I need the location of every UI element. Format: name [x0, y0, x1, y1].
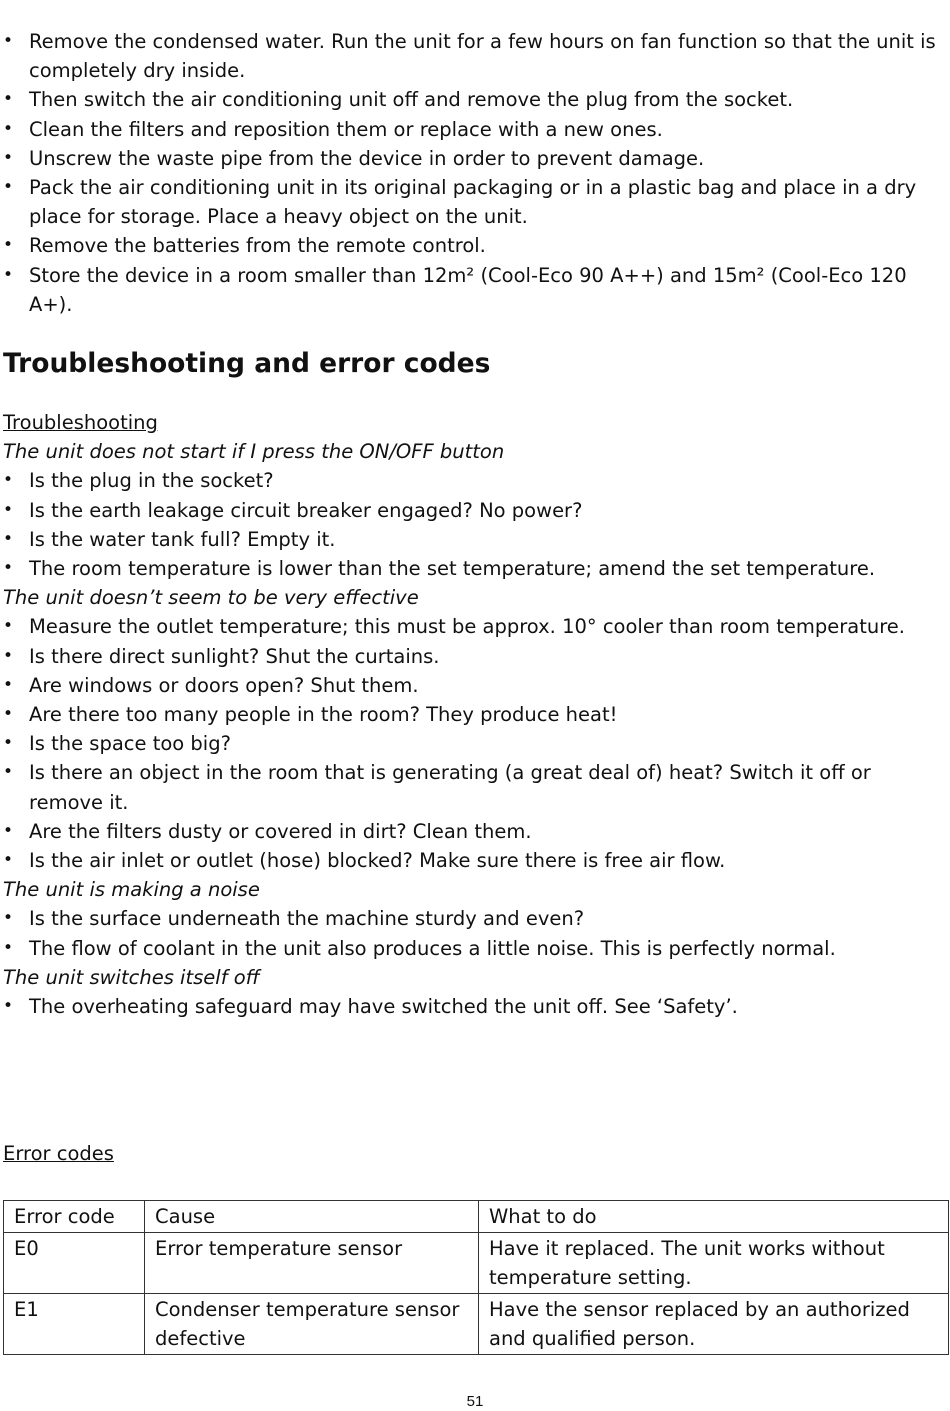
column-header: Error code	[4, 1201, 145, 1233]
table-header-row	[4, 1201, 949, 1233]
list-item: • Are windows or doors open? Shut them.	[0, 671, 944, 700]
error-codes-table	[3, 1200, 949, 1355]
list-item: • Then switch the air conditioning unit off and remove the plug from the socket.	[0, 85, 944, 114]
list-item: • The flow of coolant in the unit also produces a little noise. This is perfectly normal.	[0, 934, 944, 963]
cause-cell: Condenser temperature sensor defective	[145, 1294, 479, 1355]
list-item: • The overheating safeguard may have switched the unit off. See ‘Safety’.	[0, 992, 944, 1021]
cause-cell: Error temperature sensor	[145, 1233, 479, 1294]
page-number: 51	[466, 1393, 484, 1410]
list-item: • Is the space too big?	[0, 729, 944, 758]
list-item: • Are the filters dusty or covered in dirt? Clean them.	[0, 817, 944, 846]
list-item: • Measure the outlet temperature; this must be approx. 10° cooler than room temperature.	[0, 612, 944, 641]
list-item: • Store the device in a room smaller than 12m² (Cool-Eco 90 A++) and 15m² (Cool-Eco 120 A+).	[0, 261, 944, 319]
list-item: • Is there direct sunlight? Shut the curtains.	[0, 642, 944, 671]
case-title: The unit switches itself off	[3, 965, 260, 989]
error-code-cell: E0	[4, 1233, 145, 1294]
error-codes-subheading: Error codes	[3, 1142, 114, 1165]
troubleshooting-section	[0, 408, 944, 1021]
case-checklist	[0, 612, 944, 875]
list-item: • Remove the batteries from the remote control.	[0, 231, 944, 260]
action-cell: Have the sensor replaced by an authorized and qualified person.	[479, 1294, 949, 1355]
action-cell: Have it replaced. The unit works without temperature setting.	[479, 1233, 949, 1294]
case-checklist	[0, 904, 944, 962]
column-header: Cause	[145, 1201, 479, 1233]
troubleshooting-subheading: Troubleshooting	[3, 411, 158, 434]
case-checklist	[0, 992, 944, 1021]
storage-instructions-list	[0, 27, 944, 319]
list-item: • Are there too many people in the room? They produce heat!	[0, 700, 944, 729]
list-item: • Clean the filters and reposition them or replace with a new ones.	[0, 115, 944, 144]
case-title: The unit does not start if I press the ON/OFF button	[3, 440, 505, 464]
troubleshooting-cases	[0, 437, 944, 1021]
list-item: • Is there an object in the room that is generating (a great deal of) heat? Switch it off or remove it.	[0, 758, 944, 816]
list-item: • Is the plug in the socket?	[0, 466, 944, 495]
case-checklist	[0, 466, 944, 583]
list-item: • Is the earth leakage circuit breaker engaged? No power?	[0, 496, 944, 525]
table-row	[4, 1233, 949, 1294]
case-title: The unit doesn’t seem to be very effective	[3, 586, 419, 610]
list-item: • Remove the condensed water. Run the unit for a few hours on fan function so that the unit is completely dry inside.	[0, 27, 944, 85]
error-code-cell: E1	[4, 1294, 145, 1355]
list-item: • Is the surface underneath the machine sturdy and even?	[0, 904, 944, 933]
case-title: The unit is making a noise	[3, 878, 260, 902]
table-row	[4, 1294, 949, 1355]
list-item: • The room temperature is lower than the set temperature; amend the set temperature.	[0, 554, 944, 583]
column-header: What to do	[479, 1201, 949, 1233]
list-item: • Is the air inlet or outlet (hose) blocked? Make sure there is free air flow.	[0, 846, 944, 875]
list-item: • Is the water tank full? Empty it.	[0, 525, 944, 554]
list-item: • Unscrew the waste pipe from the device in order to prevent damage.	[0, 144, 944, 173]
list-item: • Pack the air conditioning unit in its original packaging or in a plastic bag and place in a dry place for storage. Place a heavy object on the unit.	[0, 173, 944, 231]
section-heading: Troubleshooting and error codes	[3, 348, 491, 379]
